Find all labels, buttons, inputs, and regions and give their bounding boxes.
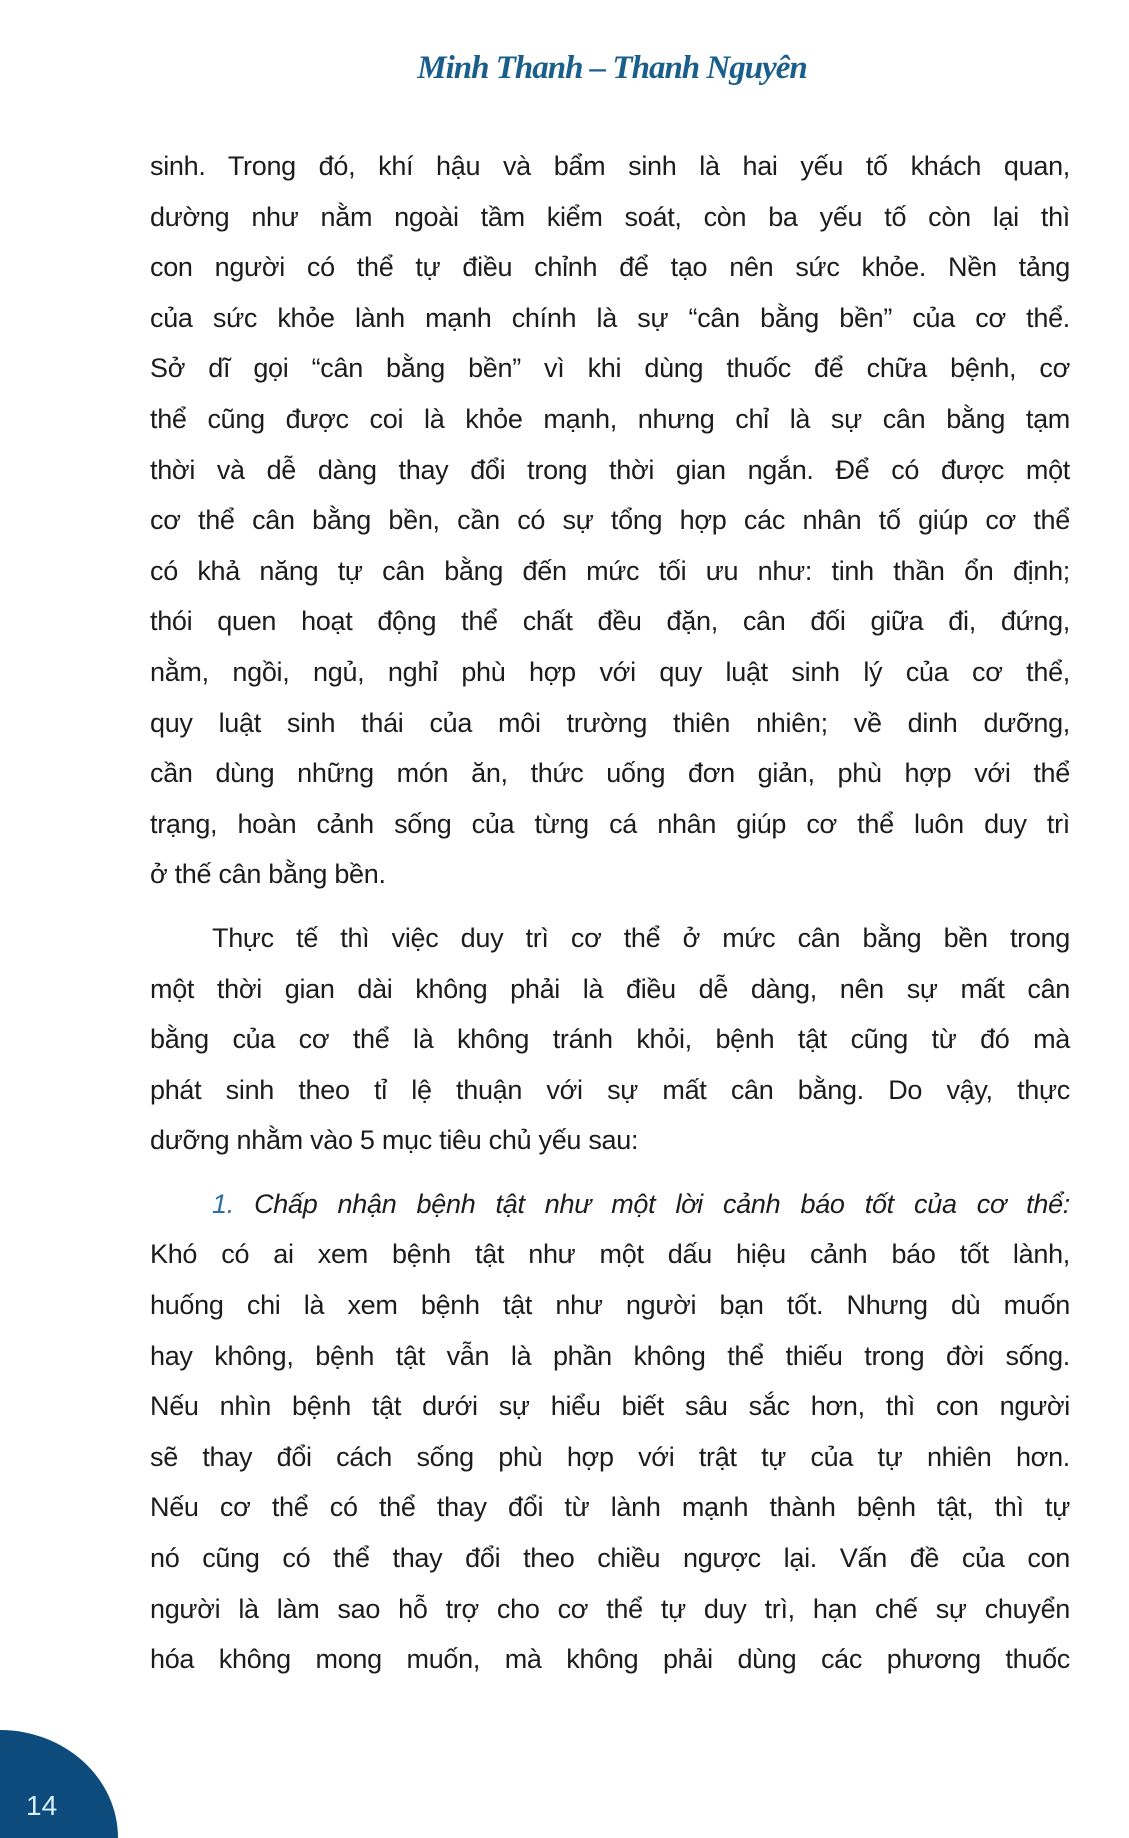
text-line: cần dùng những món ăn, thức uống đơn giản, phù hợp với thể [150,758,1070,789]
text-line: của sức khỏe lành mạnh chính là sự “cân bằng bền” của cơ thể. [150,302,1070,333]
text-line: có khả năng tự cân bằng đến mức tối ưu như: tinh thần ổn định; [150,555,1070,586]
text-line: Khó có ai xem bệnh tật như một dấu hiệu cảnh báo tốt lành, [150,1239,1070,1270]
page-body [150,141,1070,1698]
paragraph-1 [150,141,1070,900]
text-line: hóa không mong muốn, mà không phải dùng các phương thuốc [150,1644,1070,1675]
text-line: phát sinh theo tỉ lệ thuận với sự mất cân bằng. Do vậy, thực [150,1074,1070,1105]
text-line: sinh. Trong đó, khí hậu và bẩm sinh là hai yếu tố khách quan, [150,151,1070,181]
list-item-title: Chấp nhận bệnh tật như một lời cảnh báo tốt của cơ thể: [254,1188,1070,1219]
running-header-authors: Minh Thanh – Thanh Nguyên [417,50,807,86]
text-line: thói quen hoạt động thể chất đều đặn, cân đối giữa đi, đứng, [150,606,1070,637]
text-line: thể cũng được coi là khỏe mạnh, nhưng chỉ là sự cân bằng tạm [150,403,1070,434]
text-line: huống chi là xem bệnh tật như người bạn tốt. Nhưng dù muốn [150,1290,1070,1321]
text-line: sẽ thay đổi cách sống phù hợp với trật tự của tự nhiên hơn. [150,1441,1070,1472]
text-line: dưỡng nhằm vào 5 mục tiêu chủ yếu sau: [150,1125,639,1156]
text-line: thời và dễ dàng thay đổi trong thời gian ngắn. Để có được một [150,454,1070,485]
text-line: nằm, ngồi, ngủ, nghỉ phù hợp với quy luật sinh lý của cơ thể, [150,656,1070,687]
text-line: dường như nằm ngoài tầm kiểm soát, còn ba yếu tố còn lại thì [150,201,1070,232]
text-line: nó cũng có thể thay đổi theo chiều ngược lại. Vấn đề của con [150,1543,1070,1574]
paragraph-2 [150,913,1070,1166]
text-line: người là làm sao hỗ trợ cho cơ thể tự duy trì, hạn chế sự chuyển [150,1593,1070,1624]
text-line: con người có thể tự điều chỉnh để tạo nên sức khỏe. Nền tảng [150,252,1070,283]
text-line: quy luật sinh thái của môi trường thiên nhiên; về dinh dưỡng, [150,707,1070,738]
text-line: Nếu cơ thể có thể thay đổi từ lành mạnh thành bệnh tật, thì tự [150,1492,1070,1523]
list-item-heading [150,1179,1070,1230]
text-line: Nếu nhìn bệnh tật dưới sự hiểu biết sâu sắc hơn, thì con người [150,1391,1070,1422]
text-line: Thực tế thì việc duy trì cơ thể ở mức cân bằng bền trong [212,922,1070,953]
text-line: trạng, hoàn cảnh sống của từng cá nhân giúp cơ thể luôn duy trì [150,808,1070,839]
list-item-number: 1. [212,1188,234,1219]
text-line: cơ thể cân bằng bền, cần có sự tổng hợp các nhân tố giúp cơ thể [150,505,1070,536]
text-line: bằng của cơ thể là không tránh khỏi, bệnh tật cũng từ đó mà [150,1024,1070,1055]
text-line: Sở dĩ gọi “cân bằng bền” vì khi dùng thuốc để chữa bệnh, cơ [150,353,1070,384]
list-item-1 [150,1179,1070,1685]
text-line: hay không, bệnh tật vẫn là phần không thể thiếu trong đời sống. [150,1340,1070,1371]
page-number: 14 [26,1790,58,1821]
text-line: một thời gian dài không phải là điều dễ dàng, nên sự mất cân [150,973,1070,1004]
text-line: ở thế cân bằng bền. [150,859,386,890]
page-number-tab [0,1730,118,1838]
